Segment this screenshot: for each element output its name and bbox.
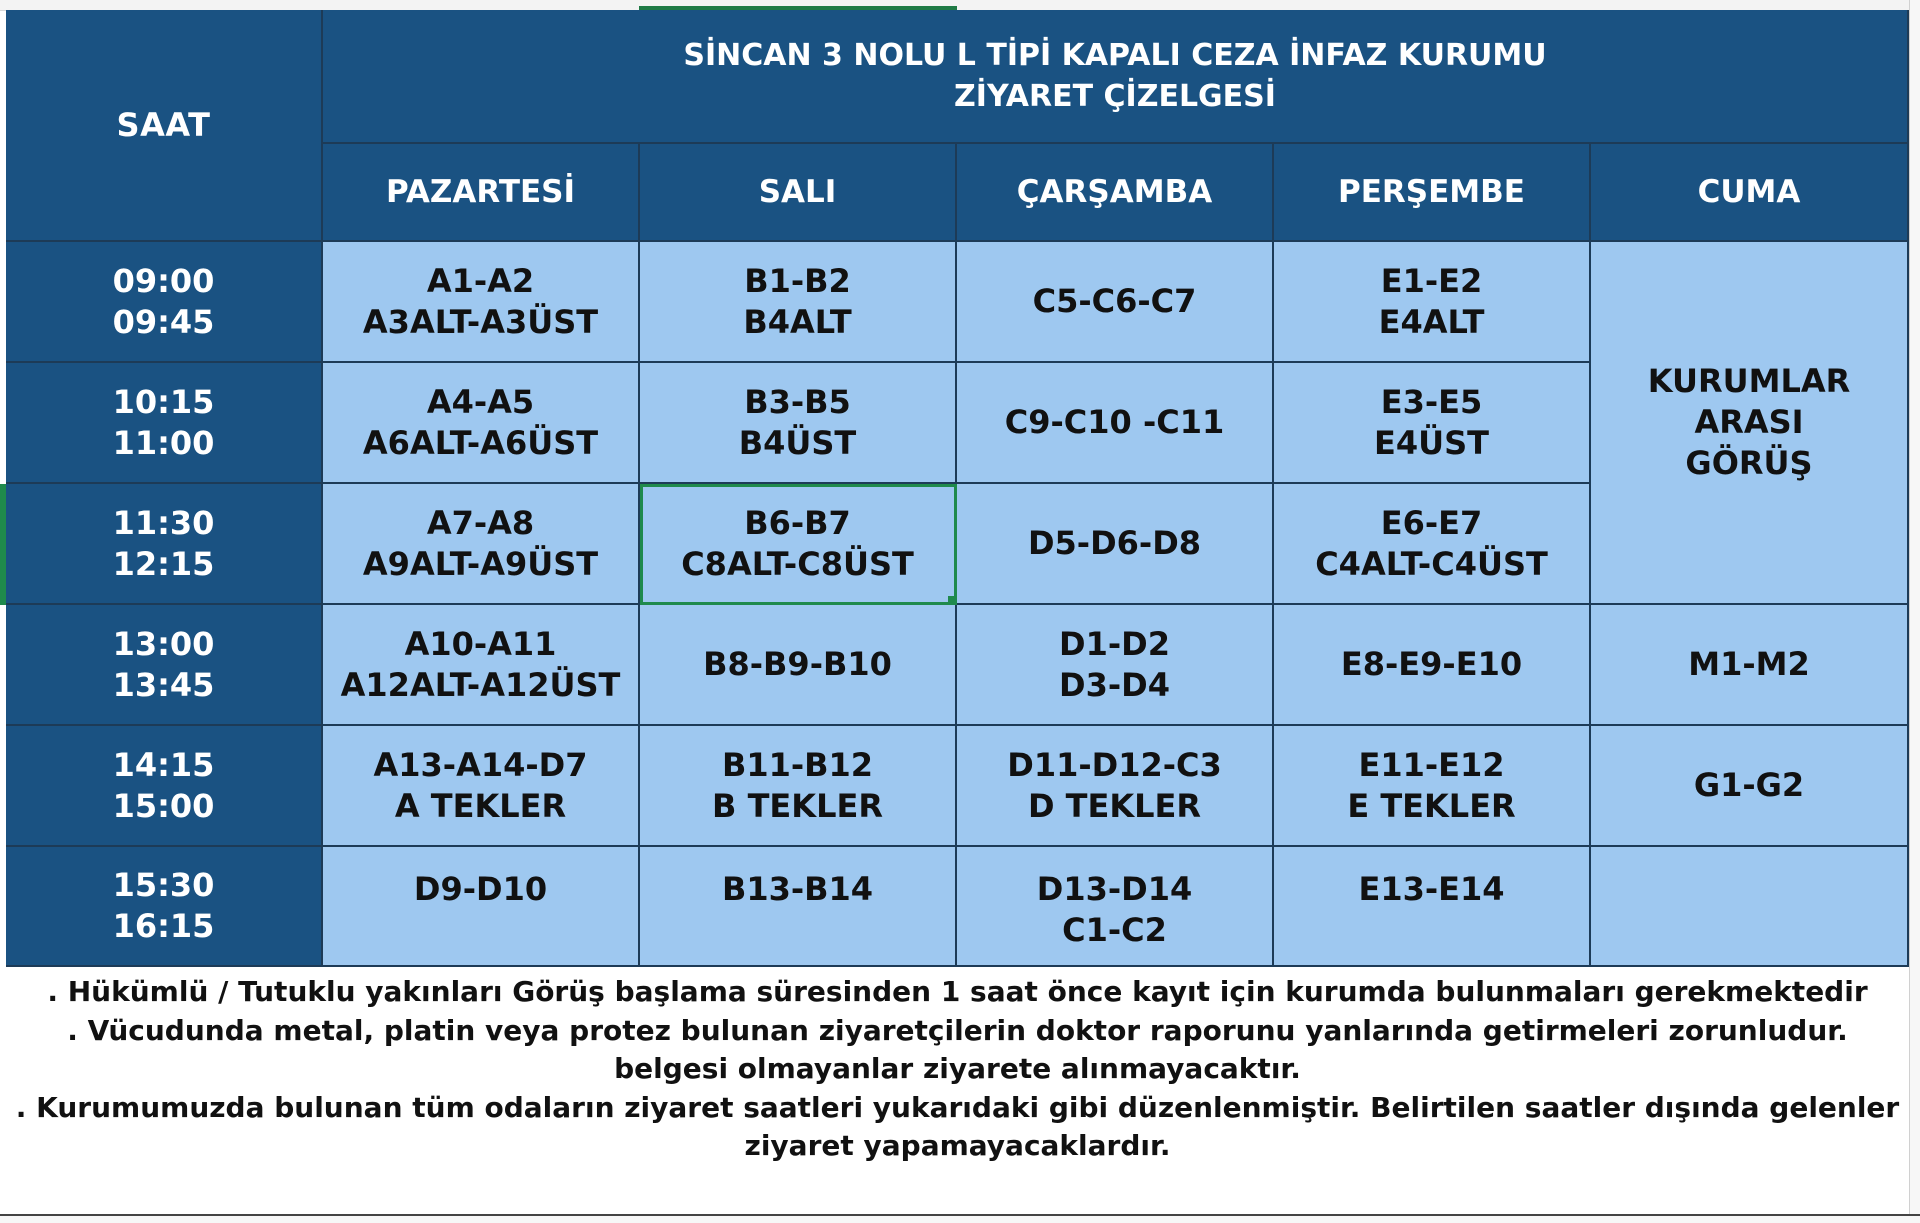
schedule-cell[interactable] bbox=[323, 726, 640, 847]
cell-line: A9ALT-A9ÜST bbox=[362, 544, 599, 583]
time-end: 15:00 bbox=[112, 786, 215, 825]
schedule-cell-empty[interactable] bbox=[1591, 847, 1909, 967]
schedule-cell[interactable] bbox=[957, 847, 1274, 967]
schedule-cell[interactable] bbox=[640, 363, 957, 484]
time-end: 12:15 bbox=[112, 544, 215, 583]
day-header-friday[interactable] bbox=[1591, 144, 1909, 242]
time-end: 09:45 bbox=[112, 302, 215, 341]
schedule-cell-selected[interactable] bbox=[640, 484, 957, 605]
cell-line: A10-A11 bbox=[404, 624, 557, 663]
schedule-cell[interactable] bbox=[323, 847, 640, 967]
schedule-cell[interactable] bbox=[1274, 847, 1591, 967]
schedule-cell[interactable] bbox=[957, 484, 1274, 605]
spreadsheet-bottom-edge bbox=[0, 1214, 1920, 1223]
note-line: . Vücudunda metal, platin veya protez bulunan ziyaretçilerin doktor raporunu yanlarında getirmeleri zorunludur. bbox=[67, 1013, 1848, 1047]
cell-line: C8ALT-C8ÜST bbox=[681, 544, 914, 583]
title-line-1: SİNCAN 3 NOLU L TİPİ KAPALI CEZA İNFAZ KURUMU bbox=[683, 38, 1547, 73]
day-label: SALI bbox=[758, 174, 837, 210]
cell-line: D TEKLER bbox=[1027, 786, 1202, 825]
day-label: PAZARTESİ bbox=[386, 174, 575, 210]
cell-line: B4ÜST bbox=[738, 423, 857, 462]
cell-line: E8-E9-E10 bbox=[1340, 645, 1523, 683]
time-end: 11:00 bbox=[112, 423, 215, 462]
cell-line: B3-B5 bbox=[744, 382, 851, 421]
time-end: 13:45 bbox=[112, 665, 215, 704]
cell-line: G1-G2 bbox=[1693, 766, 1805, 804]
cell-line: KURUMLAR ARASI bbox=[1647, 362, 1851, 441]
cell-line: E11-E12 bbox=[1358, 745, 1505, 784]
cell-line: D5-D6-D8 bbox=[1027, 524, 1202, 562]
cell-line: A12ALT-A12ÜST bbox=[340, 665, 621, 704]
time-start: 14:15 bbox=[112, 745, 215, 784]
cell-line: A4-A5 bbox=[426, 382, 535, 421]
cell-line: A3ALT-A3ÜST bbox=[362, 302, 599, 341]
cell-line: E13-E14 bbox=[1358, 870, 1505, 908]
day-label: PERŞEMBE bbox=[1338, 174, 1525, 210]
schedule-cell[interactable] bbox=[640, 847, 957, 967]
time-start: 15:30 bbox=[112, 866, 215, 904]
schedule-cell[interactable] bbox=[323, 605, 640, 726]
visit-schedule-table bbox=[6, 10, 1909, 967]
cell-line: D13-D14 bbox=[1036, 870, 1193, 908]
time-slot-1[interactable] bbox=[6, 242, 323, 363]
schedule-cell[interactable] bbox=[1591, 605, 1909, 726]
time-slot-5[interactable] bbox=[6, 726, 323, 847]
schedule-cell[interactable] bbox=[1591, 726, 1909, 847]
cell-line: C5-C6-C7 bbox=[1032, 282, 1197, 320]
day-label: ÇARŞAMBA bbox=[1016, 174, 1213, 210]
cell-line: C9-C10 -C11 bbox=[1004, 403, 1225, 441]
note-line: belgesi olmayanlar ziyarete alınmayacaktır. bbox=[614, 1052, 1301, 1085]
schedule-cell[interactable] bbox=[1274, 242, 1591, 363]
note-line: . Kurumumuzda bulunan tüm odaların ziyaret saatleri yukarıdaki gibi düzenlenmiştir. Belirtilen saatler dışında gelenler bbox=[15, 1090, 1900, 1124]
cell-line: D11-D12-C3 bbox=[1007, 745, 1222, 784]
cell-line: A1-A2 bbox=[426, 261, 535, 300]
time-slot-6[interactable] bbox=[6, 847, 323, 967]
note-line: . Hükümlü / Tutuklu yakınları Görüş başlama süresinden 1 saat önce kayıt için kurumda bulunmaları gerekmektedir bbox=[47, 975, 1868, 1008]
note-line: ziyaret yapamayacaklardır. bbox=[744, 1129, 1171, 1162]
time-start: 11:30 bbox=[112, 503, 215, 542]
schedule-cell[interactable] bbox=[640, 242, 957, 363]
cell-line: D9-D10 bbox=[413, 870, 548, 908]
schedule-cell[interactable] bbox=[640, 726, 957, 847]
schedule-cell[interactable] bbox=[323, 484, 640, 605]
day-header-wednesday[interactable] bbox=[957, 144, 1274, 242]
cell-line: C1-C2 bbox=[1062, 911, 1167, 949]
cell-line: B6-B7 bbox=[744, 503, 851, 542]
time-start: 10:15 bbox=[112, 382, 215, 421]
spreadsheet-right-edge bbox=[1909, 0, 1920, 1221]
table-title[interactable] bbox=[323, 10, 1909, 144]
schedule-cell[interactable] bbox=[957, 726, 1274, 847]
cell-line: B TEKLER bbox=[712, 786, 883, 825]
cell-line: B4ALT bbox=[743, 302, 852, 341]
cell-line: B8-B9-B10 bbox=[703, 645, 892, 683]
day-header-thursday[interactable] bbox=[1274, 144, 1591, 242]
time-end: 16:15 bbox=[112, 907, 215, 945]
cell-line: C4ALT-C4ÜST bbox=[1315, 544, 1548, 583]
saat-header-label: SAAT bbox=[116, 106, 211, 144]
saat-header[interactable] bbox=[6, 10, 323, 242]
schedule-cell[interactable] bbox=[1274, 726, 1591, 847]
cell-line: M1-M2 bbox=[1688, 645, 1810, 683]
cell-line: A7-A8 bbox=[426, 503, 535, 542]
title-line-2: ZİYARET ÇİZELGESİ bbox=[954, 79, 1276, 114]
schedule-cell[interactable] bbox=[957, 605, 1274, 726]
time-slot-3[interactable] bbox=[6, 484, 323, 605]
cell-line: A6ALT-A6ÜST bbox=[362, 423, 599, 462]
time-start: 09:00 bbox=[112, 261, 215, 300]
day-header-monday[interactable] bbox=[323, 144, 640, 242]
cell-line: A13-A14-D7 bbox=[373, 745, 588, 784]
day-label: CUMA bbox=[1697, 174, 1801, 210]
fill-handle[interactable] bbox=[948, 596, 956, 604]
cell-line: A TEKLER bbox=[394, 786, 567, 825]
cell-line: GÖRÜŞ bbox=[1685, 444, 1813, 482]
notes-section[interactable] bbox=[6, 967, 1909, 1214]
cell-line: B11-B12 bbox=[721, 745, 874, 784]
cell-line: B1-B2 bbox=[744, 261, 851, 300]
schedule-cell[interactable] bbox=[323, 363, 640, 484]
schedule-cell[interactable] bbox=[640, 605, 957, 726]
cell-line: E1-E2 bbox=[1380, 261, 1483, 300]
schedule-cell[interactable] bbox=[1274, 484, 1591, 605]
schedule-cell[interactable] bbox=[957, 242, 1274, 363]
cell-line: E4ALT bbox=[1378, 302, 1485, 341]
schedule-cell[interactable] bbox=[1274, 605, 1591, 726]
cell-line: E4ÜST bbox=[1374, 423, 1489, 462]
time-start: 13:00 bbox=[112, 624, 215, 663]
time-slot-4[interactable] bbox=[6, 605, 323, 726]
cell-line: E3-E5 bbox=[1380, 382, 1483, 421]
day-header-tuesday[interactable] bbox=[640, 144, 957, 242]
cell-line: E6-E7 bbox=[1380, 503, 1483, 542]
schedule-cell-friday-merged[interactable] bbox=[1591, 242, 1909, 605]
cell-line: B13-B14 bbox=[721, 870, 874, 908]
cell-line: D1-D2 bbox=[1059, 624, 1170, 663]
schedule-cell[interactable] bbox=[957, 363, 1274, 484]
time-slot-2[interactable] bbox=[6, 363, 323, 484]
cell-line: E TEKLER bbox=[1347, 786, 1516, 825]
cell-line: D3-D4 bbox=[1059, 665, 1170, 704]
schedule-cell[interactable] bbox=[1274, 363, 1591, 484]
schedule-cell[interactable] bbox=[323, 242, 640, 363]
